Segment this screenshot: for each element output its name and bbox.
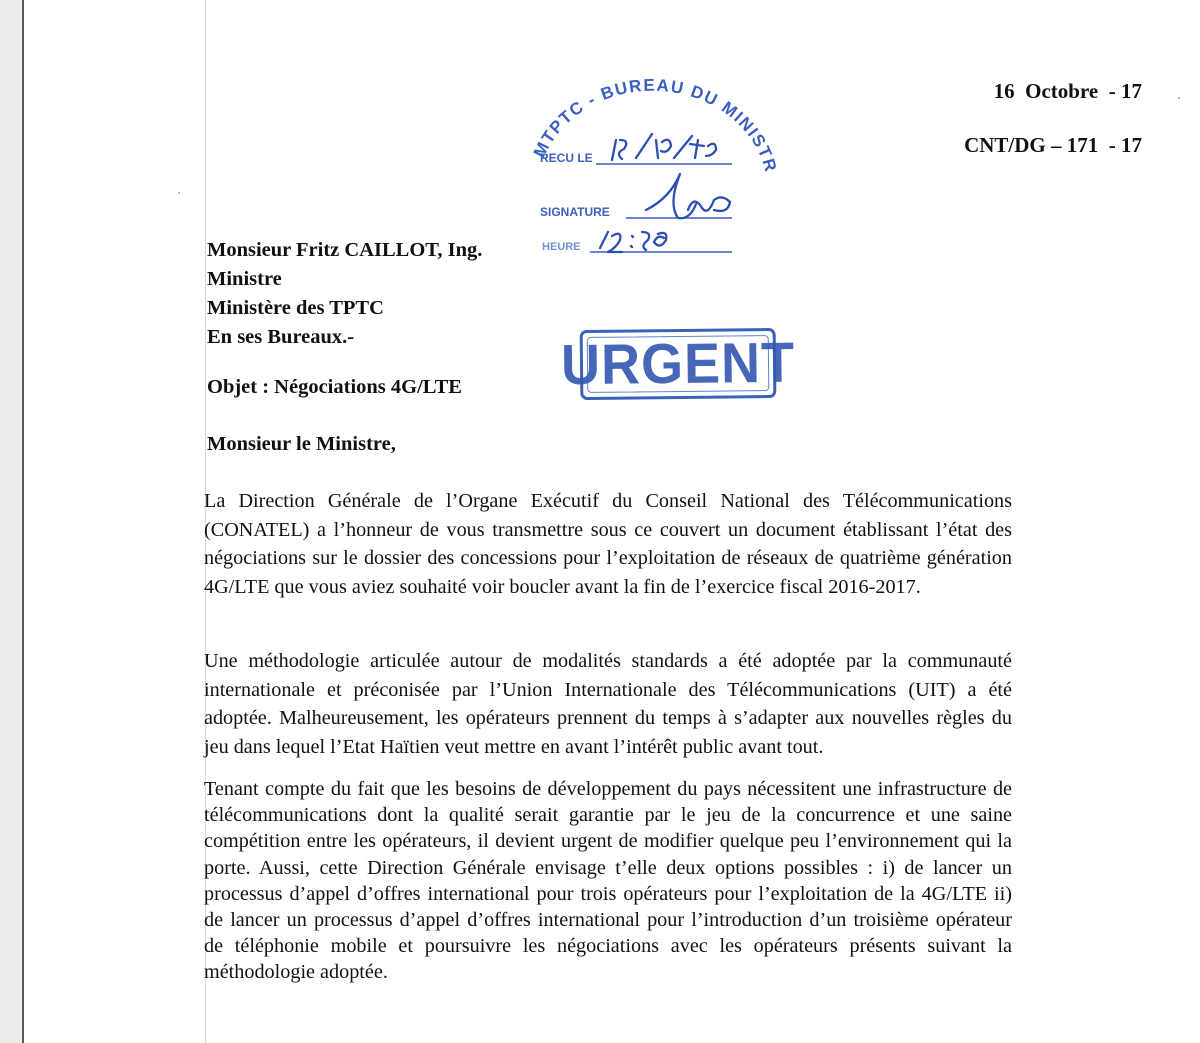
scan-left-border bbox=[22, 0, 24, 1043]
svg-text:RECU LE: RECU LE bbox=[540, 151, 593, 165]
svg-text:SIGNATURE: SIGNATURE bbox=[540, 205, 610, 219]
body-paragraph-3: Tenant compte du fait que les besoins de développement du pays nécessitent une infrastructure de télécommunications dont la qualité serait garantie par le jeu de la concurrence et une saine compétition entre les opérateurs, il devient urgent de modifier quelque peu l’environnement qui la porte. Aussi, cette Direction Générale envisage t’elle deux options possibles : i) de lancer un processus d’appel d’offres international pour trois opérateurs pour l’exploitation de la 4G/LTE ii) de lancer un processus d’appel d’offres international pour l’introduction d’un troisième opérateur de téléphonie mobile et poursuivre les négociations avec les opérateurs présents suivant la méthodologie adoptée. bbox=[204, 778, 1012, 984]
scan-speck bbox=[1178, 97, 1180, 99]
addressee-name: Monsieur Fritz CAILLOT, Ing. bbox=[207, 239, 483, 261]
body-paragraph-1: La Direction Générale de l’Organe Exécutif du Conseil National des Télécommunications (CONATEL) a l’honneur de vous transmettre sous ce couvert un document établissant l’état des négociations sur le dossier des concessions pour l’exploitation de réseaux de quatrième génération 4G/LTE que vous aviez souhaité voir boucler avant la fin de l’exercice fiscal 2016-2017. bbox=[204, 490, 1012, 598]
body-paragraph-2: Une méthodologie articulée autour de modalités standards a été adoptée par la communauté internationale et préconisée par l’Union Internationale des Télécommunications (UIT) a été adoptée. Malheureusement, les opérateurs prennent du temps à s’adapter aux nouvelles règles du jeu dans lequel l’Etat Haïtien veut mettre en avant l’intérêt public avant tout. bbox=[204, 650, 1012, 758]
scan-speck bbox=[178, 192, 180, 194]
svg-text:HEURE: HEURE bbox=[542, 241, 581, 253]
scan-left-margin bbox=[0, 0, 22, 1043]
addressee-ministry: Ministère des TPTC bbox=[207, 297, 384, 319]
bureau-stamp-graphic bbox=[500, 60, 780, 270]
letter-subject: Objet : Négociations 4G/LTE bbox=[207, 376, 462, 398]
svg-text:MTPTC - BUREAU DU MINISTRE: MTPTC - BUREAU DU MINISTR bbox=[529, 75, 780, 175]
bureau-du-ministre-stamp bbox=[500, 60, 780, 270]
letter-salutation: Monsieur le Ministre, bbox=[207, 433, 396, 455]
urgent-stamp-text: URGENT bbox=[560, 331, 796, 397]
addressee-title: Ministre bbox=[207, 268, 282, 290]
letter-date: 16 Octobre - 17 bbox=[993, 79, 1142, 103]
urgent-stamp bbox=[560, 328, 796, 400]
addressee-block bbox=[207, 236, 482, 352]
letter-reference: CNT/DG – 171 - 17 bbox=[964, 133, 1142, 157]
addressee-location: En ses Bureaux.- bbox=[207, 326, 355, 348]
